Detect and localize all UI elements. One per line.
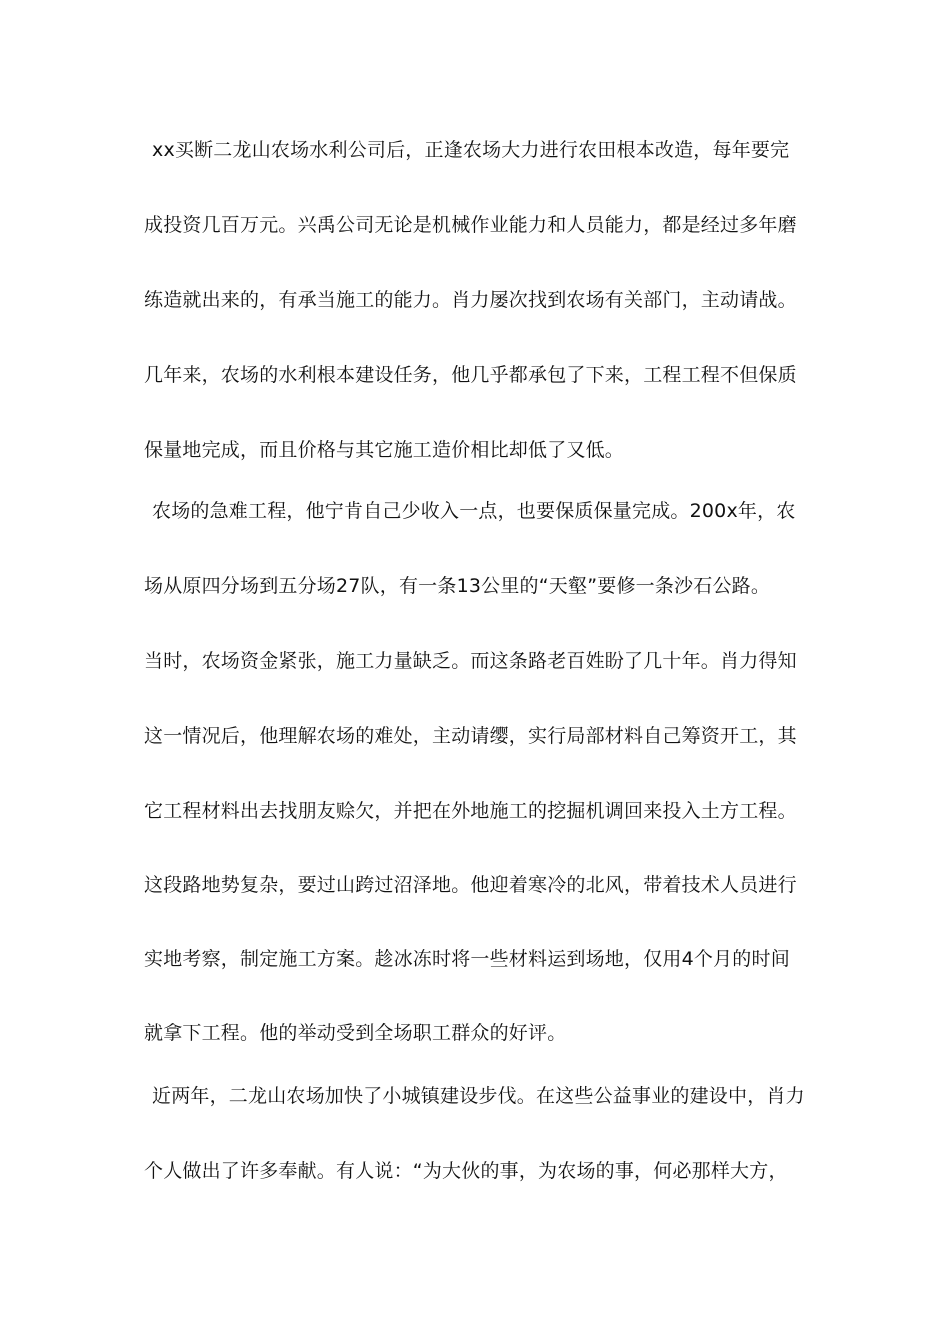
text-line: 近两年，二龙山农场加快了小城镇建设步伐。在这些公益事业的建设中，肖力 [152,1085,805,1107]
text-line: 成投资几百万元。兴禹公司无论是机械作业能力和人员能力，都是经过多年磨 [144,214,797,236]
text-line: 几年来，农场的水利根本建设任务，他几乎都承包了下来，工程工程不但保质 [144,364,797,386]
text-line: 就拿下工程。他的举动受到全场职工群众的好评。 [144,1022,567,1044]
text-line: 农场的急难工程，他宁肯自己少收入一点，也要保质保量完成。200x年，农 [152,500,796,522]
text-line: 当时，农场资金紧张，施工力量缺乏。而这条路老百姓盼了几十年。肖力得知 [144,650,797,672]
text-line: 保量地完成，而且价格与其它施工造价相比却低了又低。 [144,439,625,461]
text-line: 它工程材料出去找朋友赊欠，并把在外地施工的挖掘机调回来投入土方工程。 [144,800,797,822]
text-line: 这一情况后，他理解农场的难处，主动请缨，实行局部材料自己筹资开工，其 [144,725,797,747]
text-line: 实地考察，制定施工方案。趁冰冻时将一些材料运到场地，仅用4个月的时间 [144,948,790,970]
text-line: 这段路地势复杂，要过山跨过沼泽地。他迎着寒冷的北风，带着技术人员进行 [144,874,797,896]
text-line: xx买断二龙山农场水利公司后，正逢农场大力进行农田根本改造，每年要完 [152,139,790,161]
text-line: 练造就出来的，有承当施工的能力。肖力屡次找到农场有关部门，主动请战。 [144,289,797,311]
text-line: 场从原四分场到五分场27队，有一条13公里的“天壑”要修一条沙石公路。 [144,575,771,597]
text-line: 个人做出了许多奉献。有人说：“为大伙的事，为农场的事，何必那样大方， [144,1160,788,1182]
